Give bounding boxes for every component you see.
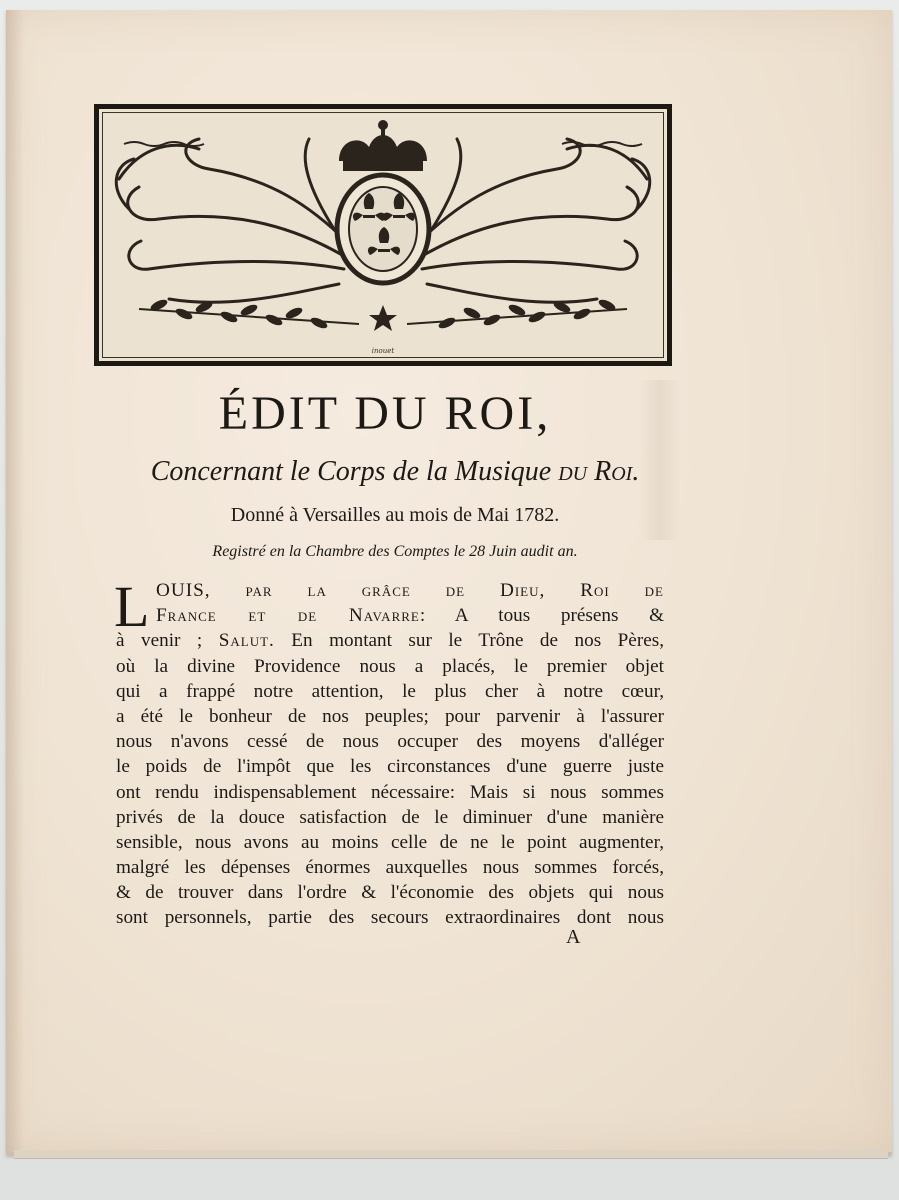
edict-title: ÉDIT DU ROI,: [218, 387, 552, 440]
body-line: nous n'avons cessé de nous occuper des moyens d'alléger: [116, 731, 664, 753]
body-line: privés de la douce satisfaction de le diminuer d'une manière: [116, 806, 664, 828]
body-line: & de trouver dans l'ordre & l'économie des objets qui nous: [116, 882, 664, 904]
body-line-2: France et de Navarre: A tous présens &: [156, 605, 664, 627]
subtitle-text: Concernant le Corps de la Musique: [150, 456, 552, 487]
body-line: qui a frappé notre attention, le plus cher à notre cœur,: [116, 680, 664, 702]
body-line-3: à venir ; Salut. En montant sur le Trône de nos Pères,: [116, 630, 664, 652]
body-line: où la divine Providence nous a placés, le premier objet: [116, 655, 664, 677]
drop-cap: L: [114, 574, 150, 639]
body-line: ont rendu indispensablement nécessaire: Mais si nous sommes: [116, 781, 664, 803]
page-fold-shadow: [6, 10, 24, 1152]
registration-line: Registré en la Chambre des Comptes le 28 Juin audit an.: [212, 543, 578, 560]
body-line: a été le bonheur de nos peuples; pour parvenir à l'assurer: [116, 705, 664, 727]
body-line: le poids de l'impôt que les circonstances d'une guerre juste: [116, 756, 664, 778]
page-edge: [14, 1150, 888, 1159]
edict-subtitle: [100, 456, 690, 488]
body-line: sont personnels, partie des secours extraordinaires dont nous: [116, 907, 664, 929]
engraver-signature: inouet: [371, 347, 395, 355]
edict-body: [114, 574, 664, 931]
header-vignette: [94, 104, 672, 366]
given-at-line: Donné à Versailles au mois de Mai 1782.: [230, 504, 560, 526]
body-line-1: OUIS, par la grâce de Dieu, Roi de: [156, 580, 664, 601]
royal-crown-fleur-de-lis-icon: [99, 109, 667, 361]
body-line: sensible, nous avons au moins celle de ne le point augmenter,: [116, 831, 664, 853]
subtitle-smallcaps: du Roi.: [558, 456, 640, 487]
signature-mark: A: [566, 926, 581, 948]
body-line: malgré les dépenses énormes auxquelles nous sommes forcés,: [116, 857, 664, 879]
